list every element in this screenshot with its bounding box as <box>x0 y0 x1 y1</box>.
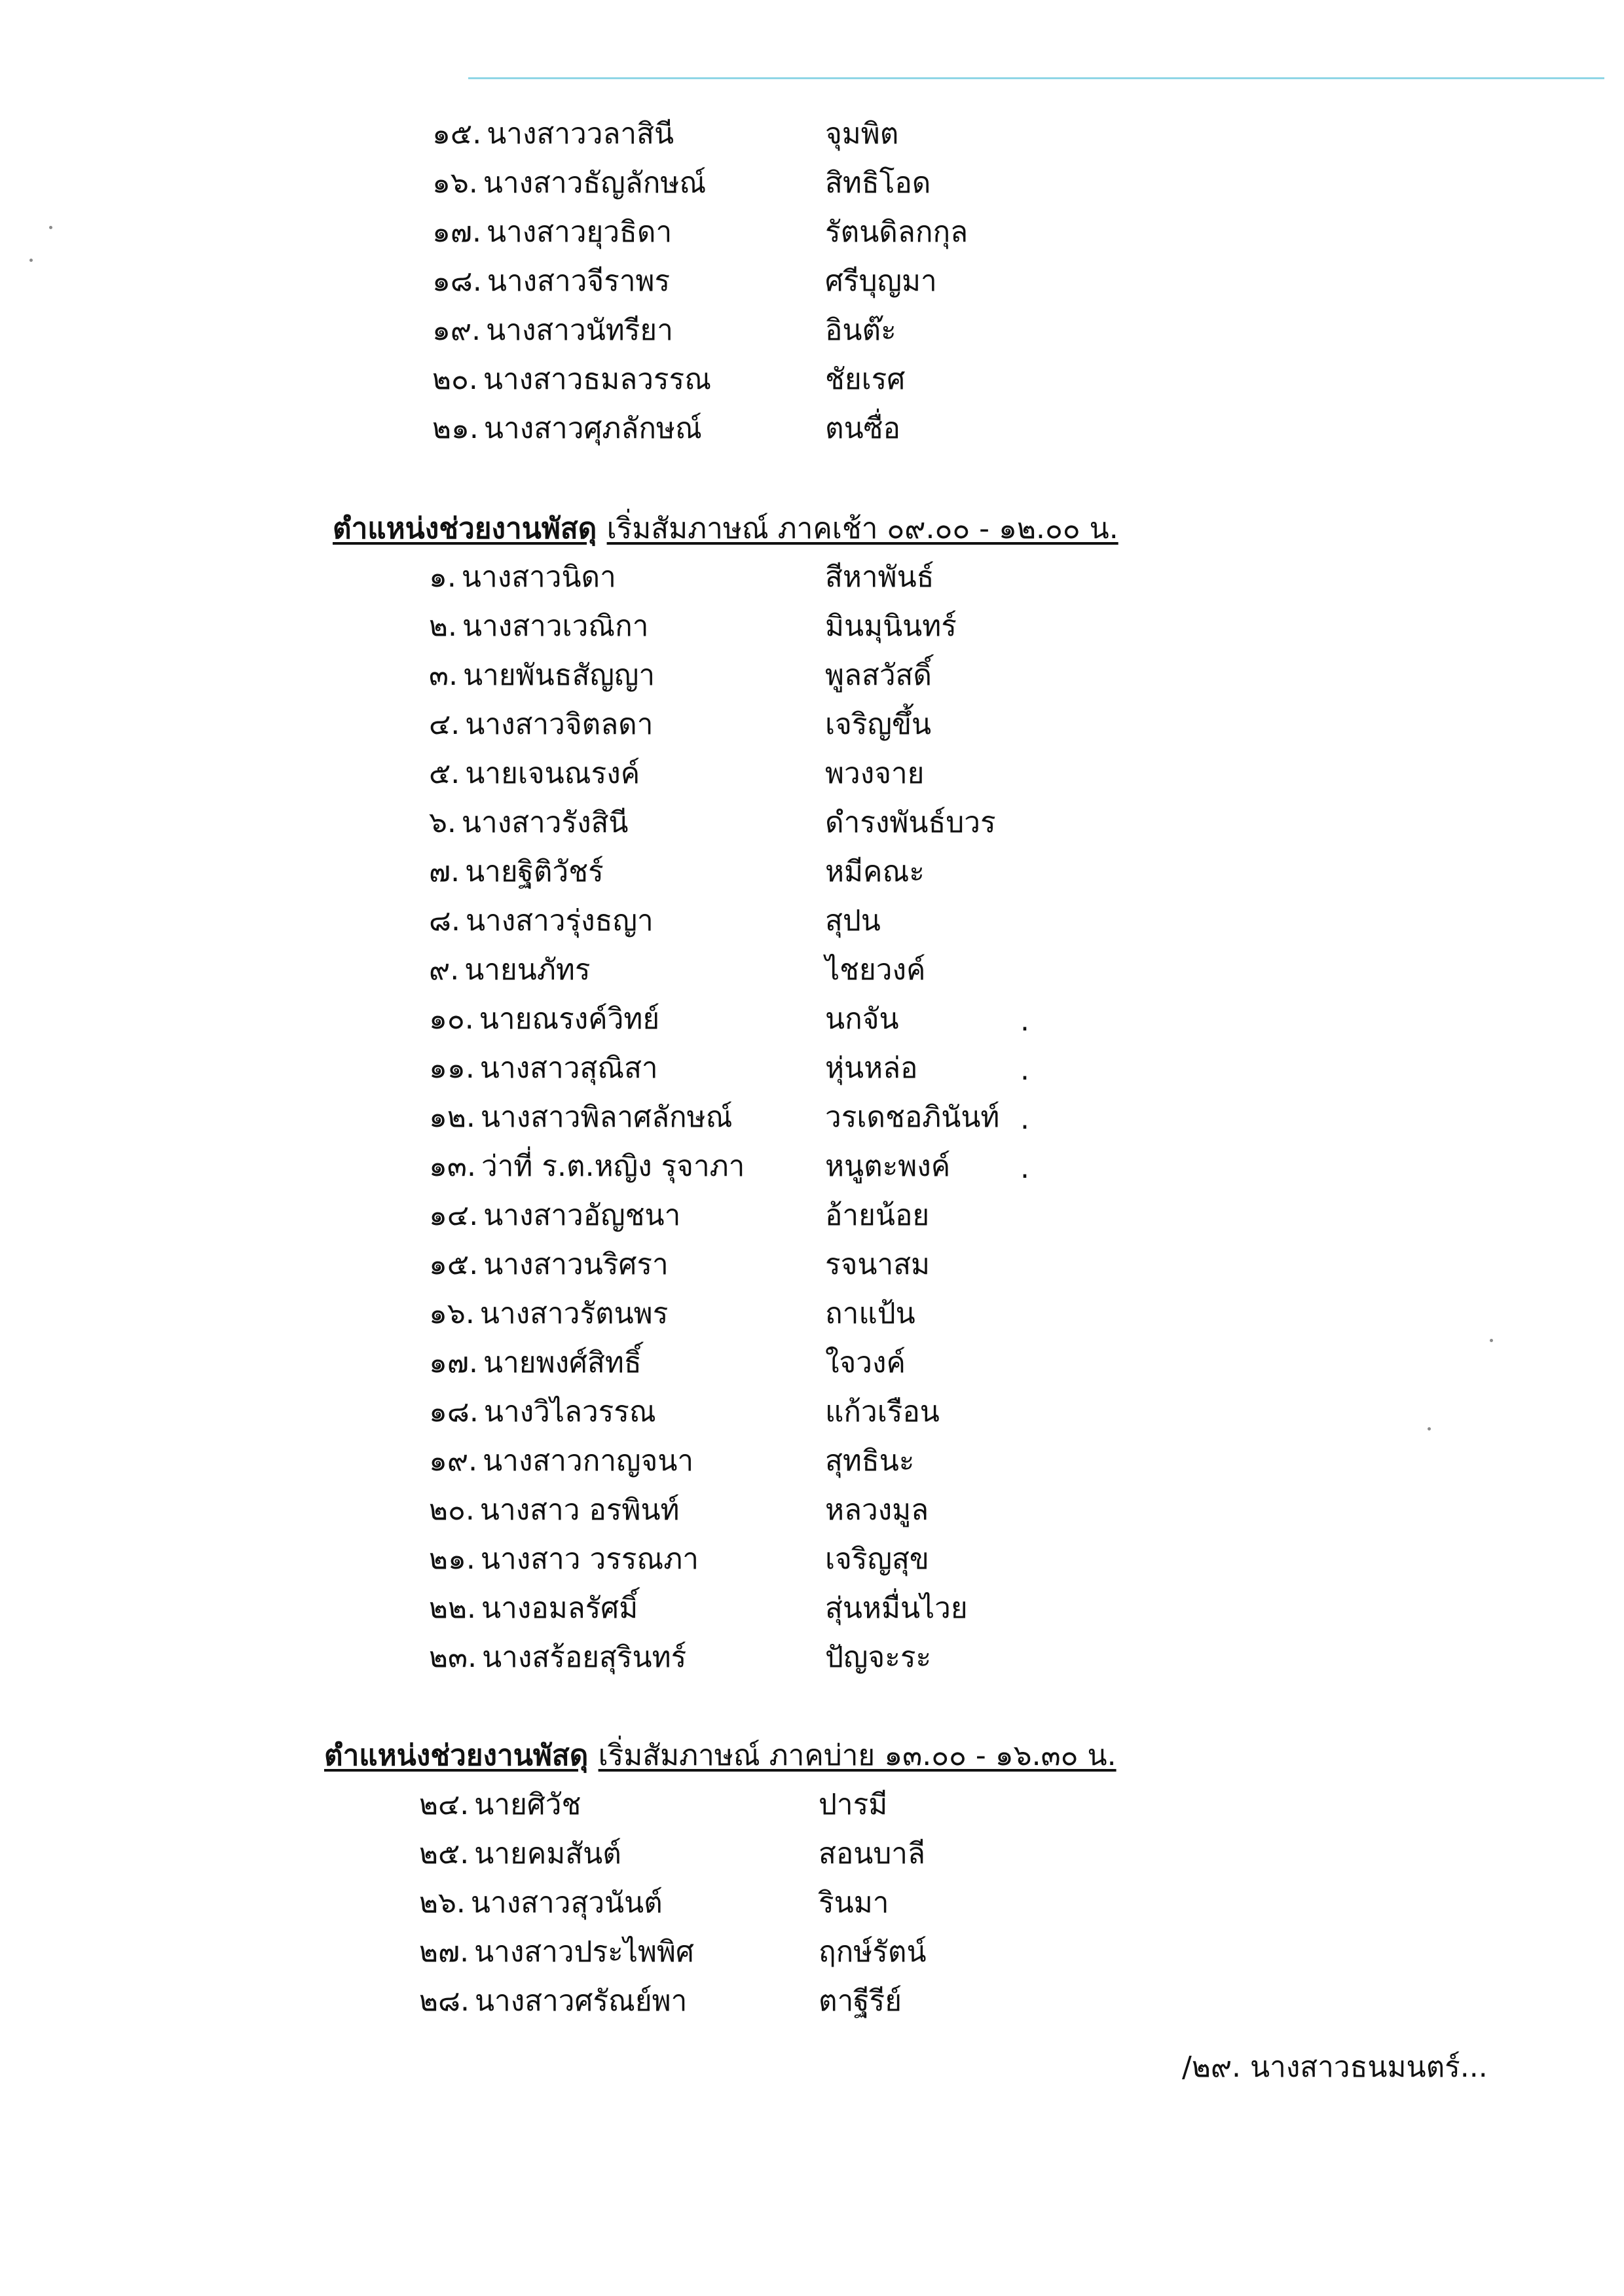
item-last-name: ตนซื่อ <box>825 412 900 445</box>
item-first-name: นางสาววลาสินี <box>487 117 674 151</box>
item-last-name: สุปน <box>825 904 881 938</box>
item-number: ๒๔. <box>419 1788 470 1821</box>
item-last-name: หลวงมูล <box>825 1493 929 1527</box>
item-last-name: ดำรงพันธ์บวร <box>825 806 996 839</box>
item-first-name: นางสาวนิดา <box>461 560 616 594</box>
item-last-name: ถาแป้น <box>825 1297 915 1330</box>
item-first-name: นางสาวจีราพร <box>487 264 671 298</box>
item-last-name: หมีคณะ <box>825 855 925 888</box>
item-first-name: นายศิวัช <box>474 1788 581 1821</box>
list-item <box>432 311 896 350</box>
item-last-name: จุมพิต <box>825 117 899 151</box>
item-number: ๑๙. <box>432 314 481 347</box>
item-number: ๑๗. <box>429 1346 479 1379</box>
list-item <box>419 1834 925 1874</box>
item-last-name: มินมุนินทร์ <box>825 610 957 643</box>
list-item <box>429 1245 931 1285</box>
item-last-name: ตาฐีรีย์ <box>819 1984 902 2018</box>
list-item <box>432 213 969 252</box>
item-first-name: นางสาวรุ่งธญา <box>465 904 654 938</box>
item-first-name: นางสาว วรรณภา <box>480 1542 699 1576</box>
item-last-name: อ้ายน้อย <box>825 1199 930 1232</box>
item-last-name: ศรีบุญมา <box>825 264 937 298</box>
item-first-name: นายพันธสัญญา <box>463 659 655 692</box>
item-first-name: นางสาวยุวธิดา <box>487 215 673 249</box>
list-item <box>429 656 932 695</box>
item-first-name: นางสาวธัญลักษณ์ <box>483 166 707 200</box>
scan-speck <box>29 259 33 262</box>
item-number: ๑๒. <box>429 1101 475 1134</box>
stray-dot-mark: . <box>1020 1004 1029 1038</box>
item-last-name: ใจวงค์ <box>825 1346 906 1379</box>
stray-dot-mark: . <box>1020 1102 1029 1136</box>
item-number: ๒๐. <box>429 1493 475 1527</box>
item-first-name: นางสาวธมลวรรณ <box>483 363 712 396</box>
list-item <box>429 1442 915 1481</box>
item-number: ๑๕. <box>432 117 482 151</box>
item-number: ๙. <box>429 953 460 987</box>
item-last-name: เจริญขึ้น <box>825 708 932 741</box>
item-last-name: วรเดชอภินันท์ <box>825 1101 1000 1134</box>
list-item <box>419 1785 888 1825</box>
item-last-name: พูลสวัสดิ์ <box>825 659 932 692</box>
item-last-name: สุ่นหมื่นไวย <box>825 1592 968 1625</box>
item-number: ๖. <box>429 806 456 839</box>
item-number: ๑๘. <box>432 264 482 298</box>
item-first-name: นางสาวนริศรา <box>483 1248 669 1281</box>
item-number: ๑๐. <box>429 1002 474 1036</box>
item-number: ๑๔. <box>429 1199 479 1232</box>
list-item <box>419 1933 927 1972</box>
list-item <box>429 1196 930 1235</box>
list-item <box>429 1393 940 1432</box>
item-number: ๒. <box>429 610 457 643</box>
item-last-name: สิทธิโอด <box>825 166 931 200</box>
list-item <box>419 1884 889 1923</box>
scan-speck <box>49 226 52 229</box>
section-3-heading <box>324 1736 1116 1776</box>
item-first-name: นายพงศ์สิทธิ์ <box>483 1346 642 1379</box>
list-item <box>429 852 925 892</box>
list-item <box>429 1540 929 1579</box>
item-number: ๔. <box>429 708 460 741</box>
scan-speck <box>1490 1339 1493 1342</box>
item-last-name: หนูตะพงค์ <box>825 1150 951 1183</box>
item-last-name: หุ่นหล่อ <box>825 1051 918 1085</box>
list-item <box>429 1000 899 1039</box>
item-first-name: นางสาวสุณิสา <box>479 1051 658 1085</box>
item-first-name: นางสาวศุภลักษณ์ <box>483 412 702 445</box>
list-item <box>432 409 900 448</box>
item-first-name: นายนภัทร <box>464 953 591 987</box>
scan-speck <box>1428 1427 1431 1430</box>
item-first-name: นายคมสันต์ <box>474 1837 621 1870</box>
item-number: ๒๖. <box>419 1886 466 1920</box>
list-item <box>429 754 925 793</box>
item-first-name: นางสาวเวณิกา <box>462 610 649 643</box>
item-first-name: นางสาวรังสินี <box>461 806 629 839</box>
item-last-name: เจริญสุข <box>825 1542 929 1576</box>
item-number: ๘. <box>429 904 460 938</box>
item-first-name: นางสาวนัทรียา <box>486 314 673 347</box>
list-item <box>429 1049 918 1088</box>
item-last-name: นกจัน <box>825 1002 899 1036</box>
item-number: ๑๖. <box>432 166 478 200</box>
item-last-name: รินมา <box>819 1886 889 1920</box>
item-first-name: นางสาวอัญชนา <box>483 1199 681 1232</box>
item-number: ๑๓. <box>429 1150 476 1183</box>
item-last-name: สีหาพันธ์ <box>825 560 934 594</box>
item-last-name: ชัยเรศ <box>825 363 906 396</box>
list-item <box>429 1147 951 1186</box>
item-first-name: นางสาวสุวนันต์ <box>470 1886 663 1920</box>
item-number: ๒๗. <box>419 1935 470 1969</box>
list-item <box>429 951 926 990</box>
item-first-name: นางอมลรัศมิ์ <box>481 1592 638 1625</box>
item-first-name: นายฐิติวัชร์ <box>465 855 604 888</box>
item-first-name: นายณรงค์วิทย์ <box>479 1002 660 1036</box>
item-first-name: นางสร้อยสุรินทร์ <box>482 1641 687 1674</box>
section-2-heading <box>333 509 1118 549</box>
item-number: ๒๓. <box>429 1641 477 1674</box>
top-rule-line <box>468 77 1604 79</box>
item-first-name: นางสาวรัตนพร <box>479 1297 669 1330</box>
item-last-name: สอนบาลี <box>819 1837 925 1870</box>
heading-time: เริ่มสัมภาษณ์ ภาคเช้า ๐๙.๐๐ - ๑๒.๐๐ น. <box>606 512 1118 545</box>
item-number: ๑๕. <box>429 1248 479 1281</box>
item-number: ๒๐. <box>432 363 478 396</box>
item-last-name: ไชยวงค์ <box>825 953 926 987</box>
item-first-name: นางสาวประไพพิศ <box>474 1935 694 1969</box>
item-last-name: รจนาสม <box>825 1248 931 1281</box>
list-item <box>429 1491 929 1530</box>
item-first-name: นางวิไลวรรณ <box>483 1395 656 1429</box>
list-item <box>429 1589 968 1628</box>
item-last-name: แก้วเรือน <box>825 1395 940 1429</box>
item-number: ๕. <box>429 757 460 790</box>
list-item <box>429 1638 932 1677</box>
list-item <box>429 902 881 941</box>
item-first-name: นางสาว อรพินท์ <box>479 1493 680 1527</box>
item-first-name: นางสาวพิลาศลักษณ์ <box>480 1101 733 1134</box>
item-first-name: นายเจนณรงค์ <box>465 757 640 790</box>
list-item <box>432 360 906 399</box>
continuation-note: /๒๙. นางสาวธนมนตร์... <box>1182 2050 1488 2084</box>
item-number: ๒๒. <box>429 1592 476 1625</box>
list-item <box>429 705 932 744</box>
list-item <box>432 115 899 154</box>
list-item <box>429 607 957 646</box>
item-last-name: ปัญจะระ <box>825 1641 932 1674</box>
item-number: ๑๑. <box>429 1051 475 1085</box>
list-item <box>429 803 996 843</box>
item-number: ๒๕. <box>419 1837 470 1870</box>
heading-position: ตำแหน่งช่วยงานพัสดุ <box>324 1739 589 1772</box>
item-number: ๑๘. <box>429 1395 479 1429</box>
item-number: ๗. <box>429 855 460 888</box>
item-last-name: สุทธินะ <box>825 1444 915 1478</box>
item-first-name: ว่าที่ ร.ต.หญิง รุจาภา <box>481 1150 745 1183</box>
list-item <box>419 1982 902 2021</box>
stray-dot-mark: . <box>1020 1152 1029 1185</box>
item-last-name: ฤกษ์รัตน์ <box>819 1935 927 1969</box>
item-number: ๒๑. <box>432 412 479 445</box>
item-last-name: พวงจาย <box>825 757 925 790</box>
item-first-name: นางสาวศรัณย์พา <box>474 1984 688 2018</box>
item-last-name: อินต๊ะ <box>825 314 896 347</box>
list-item <box>432 262 937 301</box>
list-item <box>429 1343 906 1383</box>
item-number: ๑๖. <box>429 1297 475 1330</box>
list-item <box>429 558 934 597</box>
list-item <box>429 1098 1000 1137</box>
stray-dot-mark: . <box>1020 1053 1029 1087</box>
item-number: ๑๙. <box>429 1444 478 1478</box>
item-number: ๓. <box>429 659 458 692</box>
heading-position: ตำแหน่งช่วยงานพัสดุ <box>333 512 597 545</box>
item-number: ๒๑. <box>429 1542 475 1576</box>
item-first-name: นางสาวกาญจนา <box>483 1444 694 1478</box>
heading-time: เริ่มสัมภาษณ์ ภาคบ่าย ๑๓.๐๐ - ๑๖.๓๐ น. <box>598 1739 1116 1772</box>
item-first-name: นางสาวจิตลดา <box>465 708 654 741</box>
item-last-name: ปารมี <box>819 1788 888 1821</box>
item-number: ๑. <box>429 560 456 594</box>
list-item <box>432 164 931 203</box>
list-item <box>429 1294 915 1334</box>
item-number: ๒๘. <box>419 1984 470 2018</box>
item-number: ๑๗. <box>432 215 482 249</box>
item-last-name: รัตนดิลกกุล <box>825 215 969 249</box>
